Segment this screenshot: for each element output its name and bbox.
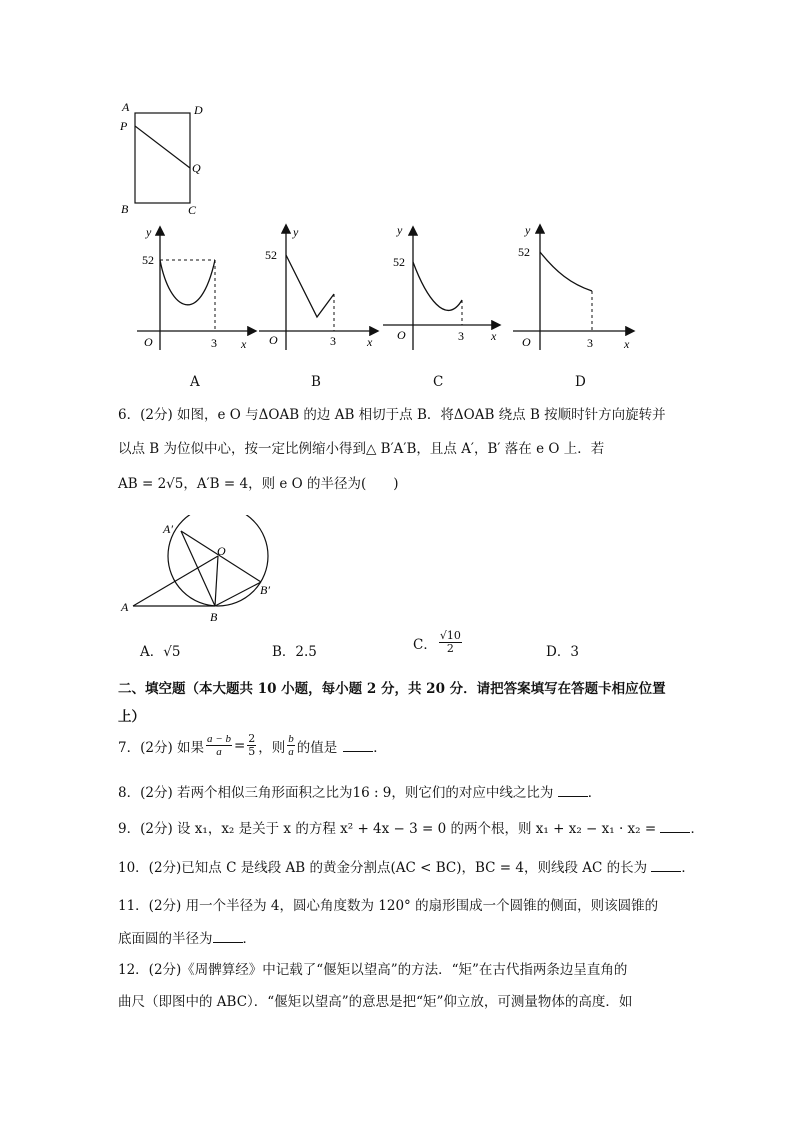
q9: 9．(2分) 设 x₁，x₂ 是关于 x 的方程 x² + 4x − 3 = 0 的两个根，则 x₁ + x₂ − x₁ · x₂ = ． bbox=[118, 821, 704, 837]
q6-line-3: AB = 2√5，A′B = 4，则 e O 的半径为( ) bbox=[118, 476, 399, 492]
answer-blank[interactable] bbox=[343, 739, 373, 752]
q6-line-2: 以点 B 为位似中心，按一定比例缩小得到△ B′A′B，且点 A′，B′ 落在 e O 上．若 bbox=[118, 441, 605, 457]
x-value: 3 bbox=[330, 334, 336, 348]
fraction-numerator: √10 bbox=[439, 629, 461, 642]
origin-label: O bbox=[269, 333, 278, 347]
fraction-denominator: a bbox=[288, 746, 294, 758]
q8: 8．(2分) 若两个相似三角形面积之比为16 : 9，则它们的对应中线之比为 ． bbox=[118, 785, 602, 801]
q6-option-b: B．2.5 bbox=[272, 644, 317, 660]
origin-label: O bbox=[522, 335, 531, 349]
fraction-numerator: a − b bbox=[207, 733, 231, 745]
curve bbox=[286, 255, 334, 317]
q7-fraction-2 bbox=[247, 733, 256, 758]
q12-line-1: 12．(2分)《周髀算经》中记载了“偃矩以望高”的方法．“矩”在古代指两条边呈直角的 bbox=[118, 962, 628, 978]
x-label: x bbox=[491, 329, 497, 343]
rectangle-figure bbox=[112, 96, 222, 221]
q7-post: 的值是 bbox=[296, 739, 338, 756]
graph-option-a bbox=[135, 222, 260, 352]
q7-fraction-3 bbox=[287, 733, 295, 758]
label-o: O bbox=[217, 544, 226, 558]
origin-label: O bbox=[144, 335, 153, 349]
y-value: 52 bbox=[142, 253, 154, 267]
q6-option-a: A．√5 bbox=[140, 644, 181, 660]
segment-ao bbox=[133, 556, 218, 606]
y-label: y bbox=[525, 223, 531, 237]
rectangle-abcd bbox=[135, 113, 190, 203]
label-q: Q bbox=[192, 161, 201, 175]
fraction-denominator: a bbox=[216, 746, 222, 758]
q11-line-1: 11．(2分) 用一个半径为 4，圆心角度数为 120° 的扇形围成一个圆锥的侧面，则该圆锥的 bbox=[118, 898, 659, 914]
y-label: y bbox=[397, 223, 403, 237]
q6-option-c-label: C． bbox=[413, 636, 437, 653]
answer-blank[interactable] bbox=[558, 784, 588, 797]
q12-line-2: 曲尺（即图中的 ABC）．“偃矩以望高”的意思是把“矩”仰立放，可测量物体的高度．如 bbox=[118, 994, 633, 1010]
label-d: D bbox=[194, 103, 203, 117]
q7: 7．(2分) 如果 $\frac{a - b}{a}$ = $\frac{2}{5}$ ，则 $\frac{b}{a}$ 的值是 ． bbox=[118, 732, 387, 758]
graph-option-d bbox=[511, 222, 641, 352]
x-value: 3 bbox=[587, 336, 593, 350]
answer-blank[interactable] bbox=[651, 859, 681, 872]
origin-label: O bbox=[397, 328, 406, 342]
segment-pq bbox=[135, 126, 190, 168]
graph-option-c bbox=[381, 222, 506, 352]
q10: 10．(2分)已知点 C 是线段 AB 的黄金分割点(AC < BC)，BC = 4，则线段 AC 的长为 ． bbox=[118, 860, 695, 876]
curve bbox=[160, 260, 215, 305]
segment-ob bbox=[215, 556, 218, 606]
q7-eq: = bbox=[233, 737, 246, 754]
graph-option-c-label: C bbox=[433, 374, 444, 390]
label-a: A bbox=[122, 100, 130, 114]
answer-blank[interactable] bbox=[660, 820, 690, 833]
q10-text: 10．(2分)已知点 C 是线段 AB 的黄金分割点(AC < BC)，BC = 4，则线段 AC 的长为 bbox=[118, 860, 648, 876]
graph-option-b bbox=[257, 222, 382, 352]
label-a-prime: A′ bbox=[163, 522, 173, 536]
label-a: A bbox=[121, 600, 129, 614]
x-value: 3 bbox=[458, 329, 464, 343]
graph-option-d-label: D bbox=[575, 374, 586, 390]
label-b-prime: B′ bbox=[260, 583, 270, 597]
q6-circle-figure bbox=[115, 515, 285, 630]
fraction-denominator: 5 bbox=[248, 745, 256, 758]
q7-fraction-1 bbox=[206, 733, 232, 758]
fraction-numerator: b bbox=[288, 733, 294, 745]
section-2-heading-line-2: 上） bbox=[118, 709, 145, 725]
label-b: B bbox=[121, 202, 129, 216]
q6-option-c bbox=[413, 630, 464, 655]
y-label: y bbox=[293, 225, 299, 239]
label-c: C bbox=[188, 203, 197, 217]
fraction-denominator: 2 bbox=[446, 642, 454, 655]
q7-pre: 7．(2分) 如果 bbox=[118, 739, 205, 756]
graph-option-a-label: A bbox=[190, 374, 200, 390]
label-p: P bbox=[120, 119, 128, 133]
y-value: 52 bbox=[393, 255, 405, 269]
graph-option-b-label: B bbox=[311, 374, 321, 390]
q6-option-c-fraction bbox=[439, 630, 462, 655]
label-b: B bbox=[210, 610, 218, 624]
y-label: y bbox=[146, 225, 152, 239]
q7-mid: ，则 bbox=[258, 739, 286, 756]
y-value: 52 bbox=[518, 245, 530, 259]
q6-line-1: 6．(2分) 如图，e O 与ΔOAB 的边 AB 相切于点 B．将ΔOAB 绕点 B 按顺时针方向旋转并 bbox=[118, 407, 666, 423]
q6-option-d: D．3 bbox=[546, 644, 579, 660]
x-label: x bbox=[241, 337, 247, 351]
x-label: x bbox=[367, 335, 373, 349]
x-value: 3 bbox=[211, 336, 217, 350]
q11-text: 底面圆的半径为 bbox=[118, 931, 213, 947]
y-value: 52 bbox=[265, 248, 277, 262]
curve bbox=[413, 262, 462, 310]
fraction-numerator: 2 bbox=[248, 732, 256, 745]
curve bbox=[540, 252, 592, 291]
answer-blank[interactable] bbox=[213, 930, 243, 943]
x-label: x bbox=[624, 337, 630, 351]
q9-text: 9．(2分) 设 x₁，x₂ 是关于 x 的方程 x² + 4x − 3 = 0 的两个根，则 x₁ + x₂ − x₁ · x₂ = bbox=[118, 821, 657, 837]
q8-text: 8．(2分) 若两个相似三角形面积之比为16 : 9，则它们的对应中线之比为 bbox=[118, 785, 554, 801]
section-2-heading-line-1: 二、填空题（本大题共 10 小题，每小题 2 分，共 20 分．请把答案填写在答题卡相应位置 bbox=[118, 681, 666, 697]
q11-line-2: 底面圆的半径为 ． bbox=[118, 931, 256, 947]
